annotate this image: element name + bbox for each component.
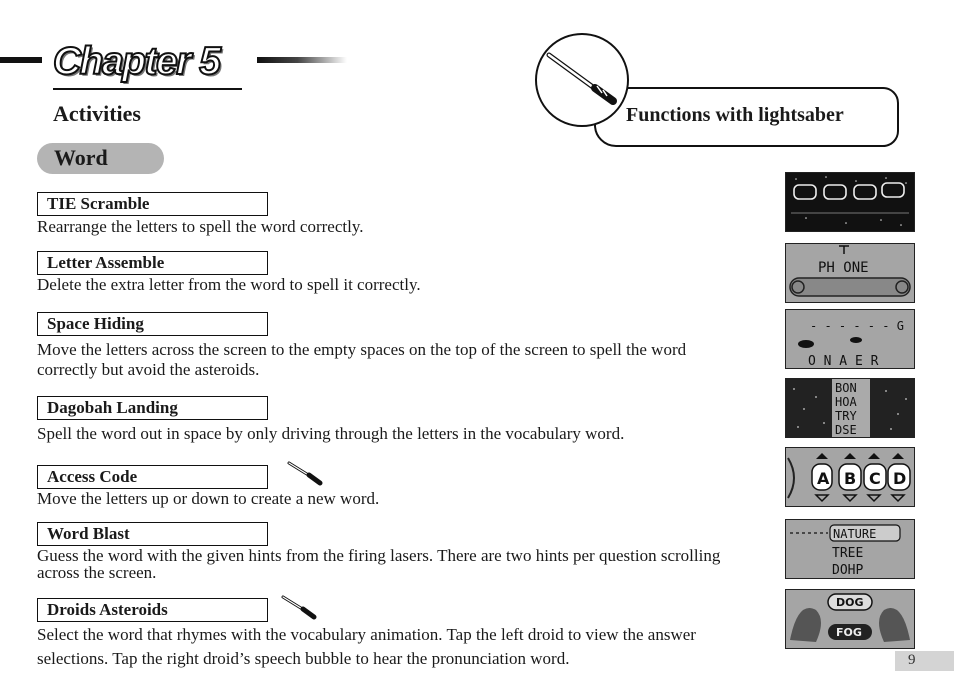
activity-dagobah-landing-title-box: [37, 396, 268, 420]
activity-access-code-description: Move the letters up or down to create a new word.: [37, 489, 380, 508]
screen-text: C: [869, 469, 881, 488]
header-rule-left: [0, 57, 42, 63]
screen-text: TREE: [832, 546, 864, 561]
screen-text: DOG: [836, 596, 864, 609]
activity-title: Access Code: [47, 467, 138, 486]
screenshot-dagobah-landing: [785, 378, 915, 438]
activity-title: Space Hiding: [47, 314, 144, 333]
screen-text: DSE: [835, 423, 857, 437]
activity-dagobah-landing-description: Spell the word out in space by only driving through the letters in the vocabulary word.: [37, 424, 625, 443]
screen-text: NATURE: [833, 527, 877, 541]
screen-text: TRY: [835, 409, 857, 423]
screenshot-space-hiding: [785, 309, 915, 369]
activity-word-blast-description: Guess the word with the given hints from the firing lasers. There are two hints per question scrolling across the screen.: [37, 546, 721, 582]
screen-text: BON: [835, 381, 857, 395]
lightsaber-mini-icon: [280, 594, 320, 625]
screen-text: D: [893, 469, 907, 488]
screenshot-droids-asteroids: [785, 589, 915, 649]
section-title: Activities: [53, 101, 141, 126]
screen-text: DOHP: [832, 563, 864, 578]
chapter-underline: [53, 88, 242, 90]
screen-text: B: [844, 469, 857, 488]
screenshot-letter-assemble: [785, 243, 915, 303]
lightsaber-icon: [537, 35, 627, 125]
activity-title: TIE Scramble: [47, 194, 150, 213]
lightsaber-badge-circle: [535, 33, 629, 127]
screen-text: HOA: [835, 395, 857, 409]
header-rule-right: [257, 57, 347, 63]
activity-tie-scramble-description: Rearrange the letters to spell the word correctly.: [37, 217, 364, 236]
activity-title: Dagobah Landing: [47, 398, 178, 417]
screen-text: O N A E R: [808, 354, 879, 368]
screen-text: - - - - - - G: [810, 319, 904, 333]
lightsaber-badge-label: Functions with lightsaber: [626, 104, 844, 126]
screen-text: A: [817, 469, 830, 488]
activity-tie-scramble-title-box: [37, 192, 268, 216]
activity-access-code-title-box: [37, 465, 268, 489]
lightsaber-mini-icon: [286, 460, 326, 491]
activity-title: Word Blast: [47, 524, 130, 543]
page-number-box: [895, 651, 954, 671]
screenshot-access-code: [785, 447, 915, 507]
screenshot-word-blast: [785, 519, 915, 579]
page-number: 9: [908, 652, 916, 668]
screenshot-tie-scramble: [785, 172, 915, 232]
chapter-title: Chapter 5: [53, 40, 220, 83]
activity-droids-asteroids-title-box: [37, 598, 268, 622]
activity-space-hiding-title-box: [37, 312, 268, 336]
category-label: Word: [54, 145, 108, 170]
activity-title: Letter Assemble: [47, 253, 165, 272]
screen-text: FOG: [836, 626, 862, 639]
activity-letter-assemble-title-box: [37, 251, 268, 275]
activity-letter-assemble-description: Delete the extra letter from the word to spell it correctly.: [37, 275, 421, 294]
screen-text: PH ONE: [818, 260, 869, 276]
activity-droids-asteroids-description: Select the word that rhymes with the vocabulary animation. Tap the left droid to view the answer selections. Tap the right droid’s speech bubble to hear the pronunciation word.: [37, 625, 696, 668]
activity-title: Droids Asteroids: [47, 600, 168, 619]
activity-space-hiding-description: Move the letters across the screen to the empty spaces on the top of the screen to spell the word correctly but avoid the asteroids.: [37, 340, 687, 379]
activity-word-blast-title-box: [37, 522, 268, 546]
